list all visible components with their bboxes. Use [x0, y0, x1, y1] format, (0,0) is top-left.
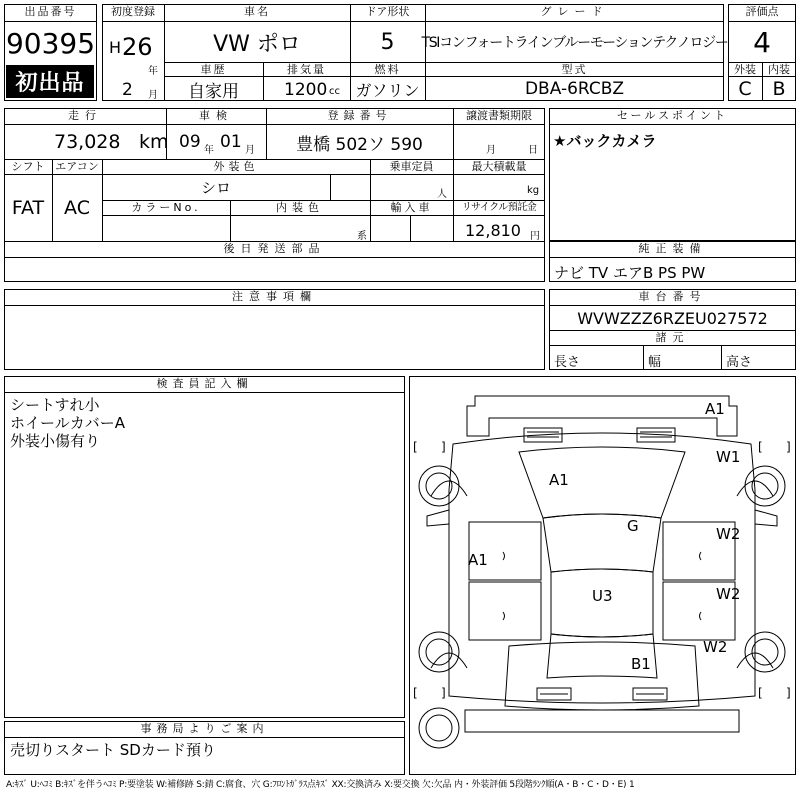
lot-number-label: 出品番号 — [24, 5, 77, 18]
mirror-right — [755, 510, 777, 526]
door-count: 5 — [380, 29, 395, 55]
front-bumper-outline — [467, 396, 737, 436]
mark-right-rear-door: W2 — [716, 585, 741, 603]
equipment-label: 純正装備 — [638, 242, 707, 255]
exterior-grade-label: 外装 — [734, 63, 756, 76]
recycle-fee: 12,810 — [465, 221, 521, 240]
width-label: 幅 — [648, 355, 662, 370]
history-label: 車歴 — [200, 63, 227, 76]
sales-points-box — [549, 108, 796, 241]
plate-label: 登録番号 — [327, 109, 392, 122]
mark-rear-right-wheel: W2 — [703, 638, 728, 656]
interior-color-label: 内装色 — [276, 201, 324, 214]
shift-type: FAT — [11, 197, 45, 219]
sales-points-label: セールスポイント — [616, 109, 728, 122]
exterior-color: シロ — [200, 179, 231, 197]
office-notice-text: 売切りスタート SDカード預り — [10, 741, 216, 759]
later-parts-label: 後日発送部品 — [223, 242, 326, 255]
car-name-label: 車名 — [244, 5, 270, 18]
first-registration-label: 初度登録 — [111, 5, 155, 18]
inspection-year-unit: 年 — [204, 145, 214, 156]
sales-points-text: ★バックカメラ — [553, 132, 657, 150]
transfer-month-unit: 月 — [486, 145, 496, 156]
grade: TSIコンフォートラインブルーモーションテクノロジー — [421, 35, 728, 51]
office-notice-label: 事務局よりご案内 — [140, 722, 269, 735]
mark-roof: U3 — [592, 587, 613, 605]
ac-type: AC — [64, 197, 90, 219]
lot-number: 90395 — [5, 26, 96, 60]
mileage-unit: km — [139, 131, 169, 153]
mark-right-front-door-wheel: W2 — [716, 525, 741, 543]
mark-rear-gate: B1 — [631, 655, 651, 673]
model-code-label: 型式 — [561, 63, 588, 76]
mark-left-door: A1 — [468, 551, 488, 569]
hood-outline — [519, 447, 685, 518]
chassis-number: WVWZZZ6RZEU027572 — [577, 308, 768, 328]
model-code: DBA-6RCBZ — [524, 79, 625, 99]
body-outline — [449, 433, 755, 703]
interior-color-unit: 系 — [357, 231, 367, 242]
displacement: 1200 — [284, 80, 328, 100]
exterior-grade: C — [738, 78, 752, 100]
inspection-month: 01 — [220, 132, 242, 152]
mileage-label: 走行 — [68, 109, 102, 122]
capacity-label: 乗車定員 — [389, 160, 434, 173]
shift-label: シフト — [11, 160, 45, 173]
chassis-number-label: 車台番号 — [638, 290, 707, 303]
bracket-close: ] — [441, 440, 446, 454]
inspector-note: 外装小傷有り — [10, 432, 101, 450]
import-label: 輸入車 — [390, 201, 433, 214]
year-unit: 年 — [148, 66, 158, 77]
inspection-year: 09 — [179, 132, 201, 152]
max-load-unit: kg — [527, 185, 540, 196]
inspection-month-unit: 月 — [245, 145, 255, 156]
displacement-unit: cc — [329, 86, 340, 97]
legend-text: A:ｷｽﾞ U:ﾍｺﾐ B:ｷｽﾞを伴うﾍｺﾐ P:要塗装 W:補修跡 S:錆 C:腐食、穴 G:ﾌﾛﾝﾄｶﾞﾗｽ点ｷｽﾞ XX:交換済み X:要交換 欠:欠品 内・外装評価 5段階ﾗﾝｸ順(A・B・C・D・E) 1 — [6, 780, 635, 790]
max-load-label: 最大積載量 — [471, 160, 527, 173]
recycle-fee-unit: 円 — [530, 231, 540, 242]
height-label: 高さ — [726, 355, 753, 370]
first-registration-month: 2 — [122, 80, 133, 100]
windshield-outline — [543, 514, 661, 572]
spare-wheel — [419, 708, 459, 748]
inspector-note: ホイールカバーA — [10, 414, 125, 432]
bracket-close: ] — [786, 686, 791, 700]
inspection-label: 車検 — [199, 109, 233, 122]
inspector-notes-label: 検査員記入欄 — [156, 377, 253, 390]
door-type-label: ドア形状 — [365, 5, 410, 18]
fuel-label: 燃料 — [374, 63, 401, 76]
ac-label: エアコン — [55, 160, 99, 173]
registration-plate: 豊橋 502ソ 590 — [296, 134, 423, 155]
left-rear-door — [469, 582, 541, 640]
first-listing-badge: 初出品 — [6, 65, 94, 98]
vehicle-history: 自家用 — [188, 81, 239, 102]
month-unit: 月 — [148, 90, 158, 101]
recycle-fee-label: リサイクル預託金 — [461, 202, 537, 213]
mark-front-right-wheel: W1 — [716, 448, 741, 466]
transfer-deadline-label: 譲渡書類期限 — [466, 109, 532, 122]
car-name: VW ポロ — [213, 31, 301, 57]
displacement-label: 排気量 — [287, 63, 326, 76]
interior-grade: B — [772, 78, 786, 100]
bracket-open: [ — [413, 440, 418, 454]
bracket-open: [ — [413, 686, 418, 700]
inspector-note: シートすれ小 — [10, 396, 100, 414]
wheel-rear-left — [419, 632, 459, 672]
score-label: 評価点 — [745, 5, 779, 18]
mark-hood: A1 — [549, 471, 569, 489]
equipment-text: ナビ TV エアB PS PW — [554, 264, 706, 282]
first-registration-year: 26 — [122, 33, 153, 61]
wheel-rear-right — [745, 632, 785, 672]
mirror-left — [427, 510, 449, 526]
bracket-close: ] — [441, 686, 446, 700]
capacity-unit: 人 — [437, 189, 447, 200]
mark-front-bumper: A1 — [705, 400, 725, 418]
bracket-open: [ — [758, 440, 763, 454]
mileage: 73,028 — [54, 131, 121, 153]
car-diagram — [409, 376, 796, 775]
exterior-color-label: 外装色 — [213, 160, 259, 173]
grade-label: グレード — [540, 5, 609, 18]
caution-label: 注意事項欄 — [232, 290, 317, 303]
length-label: 長さ — [554, 355, 581, 370]
bracket-open: [ — [758, 686, 763, 700]
mark-windshield: G — [627, 517, 639, 535]
bracket-close: ] — [786, 440, 791, 454]
specs-label: 諸元 — [655, 331, 690, 344]
rear-bumper-outline — [465, 710, 739, 732]
overall-score: 4 — [753, 25, 771, 59]
color-number-label: カラーNo. — [131, 201, 201, 214]
interior-grade-label: 内装 — [768, 63, 790, 76]
transfer-day-unit: 日 — [528, 145, 538, 156]
fuel-type: ガソリン — [355, 80, 420, 100]
first-registration-era: H — [109, 38, 122, 57]
